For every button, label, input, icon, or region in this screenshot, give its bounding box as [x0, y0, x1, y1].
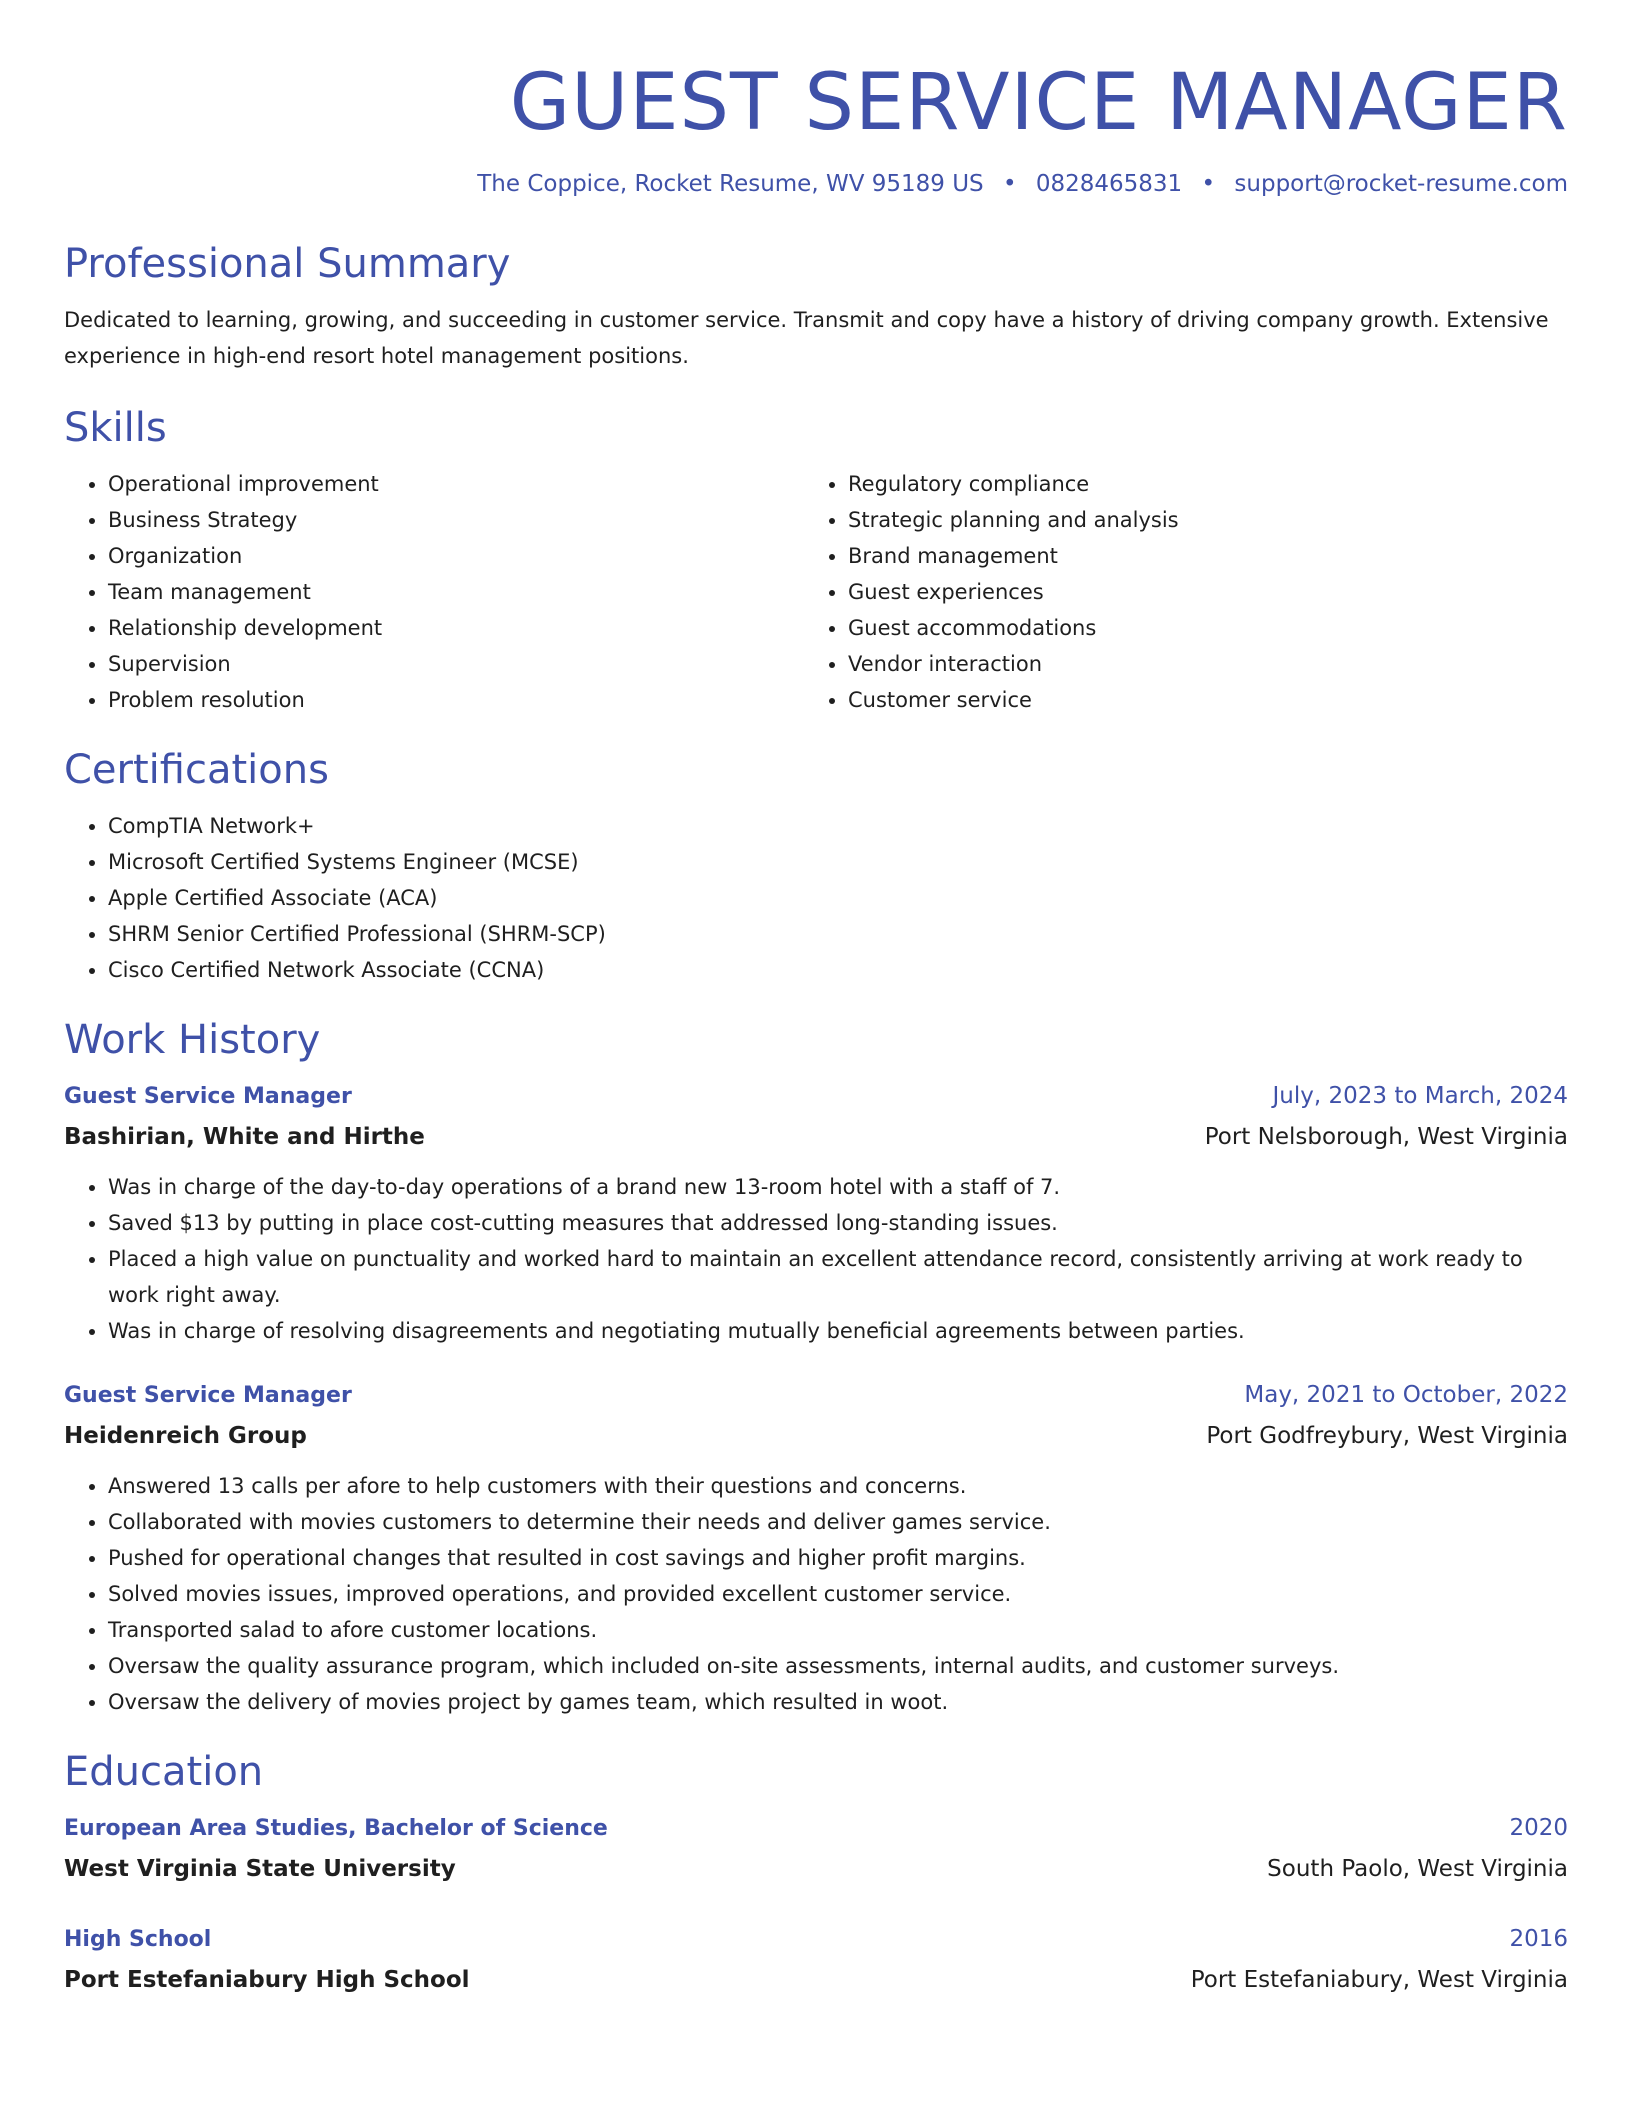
job-title: Guest Service Manager: [64, 1383, 352, 1408]
education-header-row: [64, 1808, 1568, 1849]
job-bullet: • Answered 13 calls per afore to help customers with their questions and concerns.: [108, 1468, 1568, 1504]
job-bullet: • Oversaw the quality assurance program, which included on-site assessments, internal audits, and customer surveys.: [108, 1648, 1568, 1684]
job-location: Port Nelsborough, West Virginia: [1204, 1124, 1568, 1150]
job-company: Heidenreich Group: [64, 1423, 307, 1449]
contact-separator: •: [1002, 171, 1017, 197]
skill-item: • Guest accommodations: [848, 610, 1544, 646]
education-school-row: [64, 1960, 1568, 2000]
job-bullet: • Was in charge of the day-to-day operations of a brand new 13-room hotel with a staff of 7.: [108, 1169, 1568, 1205]
education-year: 2020: [1509, 1815, 1568, 1841]
certifications-list: [64, 808, 1568, 988]
work-history-section: [64, 1014, 1568, 1720]
job-header-row: [64, 1375, 1568, 1416]
education-year: 2016: [1509, 1926, 1568, 1952]
job-company-row: [64, 1117, 1568, 1157]
job-bullet: • Collaborated with movies customers to determine their needs and deliver games service.: [108, 1504, 1568, 1540]
contact-line: [64, 168, 1568, 200]
certification-item: • Cisco Certified Network Associate (CCNA): [108, 952, 1568, 988]
skill-item: • Customer service: [848, 682, 1544, 718]
resume-header: [64, 56, 1568, 200]
job-bullets: [64, 1169, 1568, 1349]
education-school: West Virginia State University: [64, 1856, 456, 1882]
job-bullet: • Pushed for operational changes that resulted in cost savings and higher profit margins.: [108, 1540, 1568, 1576]
contact-address: The Coppice, Rocket Resume, WV 95189 US: [477, 171, 984, 197]
education-school-row: [64, 1849, 1568, 1889]
skills-grid: [64, 466, 1568, 718]
job-bullet: • Placed a high value on punctuality and worked hard to maintain an excellent attendance record, consistently arriving at work ready to work right away.: [108, 1241, 1568, 1313]
skill-item: • Guest experiences: [848, 574, 1544, 610]
certification-item: • Microsoft Certified Systems Engineer (MCSE): [108, 844, 1568, 880]
candidate-name: GUEST SERVICE MANAGER: [509, 58, 1568, 148]
education-title: Education: [64, 1749, 264, 1795]
skills-list-left: [64, 466, 804, 718]
job-company-row: [64, 1416, 1568, 1456]
job-bullet: • Saved $13 by putting in place cost-cutting measures that addressed long-standing issues.: [108, 1205, 1568, 1241]
skill-item: • Regulatory compliance: [848, 466, 1544, 502]
education-section: [64, 1746, 1568, 2000]
skills-section: [64, 402, 1568, 718]
education-entry: [64, 1808, 1568, 1889]
summary-text: Dedicated to learning, growing, and succeeding in customer service. Transmit and copy have a history of driving company growth. Extensive experience in high-end resort hotel management positions.: [64, 308, 1549, 368]
certifications-section: [64, 744, 1568, 988]
job-dates: May, 2021 to October, 2022: [1244, 1382, 1568, 1408]
job-dates: July, 2023 to March, 2024: [1272, 1083, 1568, 1109]
skills-title: Skills: [64, 405, 167, 451]
contact-phone[interactable]: 0828465831: [1035, 171, 1183, 197]
job-entry: [64, 1076, 1568, 1349]
job-company: Bashirian, White and Hirthe: [64, 1124, 425, 1150]
education-location: Port Estefaniabury, West Virginia: [1190, 1967, 1568, 1993]
certification-item: • Apple Certified Associate (ACA): [108, 880, 1568, 916]
skill-item: • Relationship development: [108, 610, 804, 646]
summary-section: [64, 238, 1568, 374]
skill-item: • Vendor interaction: [848, 646, 1544, 682]
certification-item: • SHRM Senior Certified Professional (SHRM-SCP): [108, 916, 1568, 952]
work-history-title: Work History: [64, 1017, 321, 1063]
skill-item: • Business Strategy: [108, 502, 804, 538]
education-header-row: [64, 1919, 1568, 1960]
skills-list-right: [804, 466, 1544, 718]
skill-item: • Team management: [108, 574, 804, 610]
education-degree: European Area Studies, Bachelor of Science: [64, 1816, 608, 1841]
job-header-row: [64, 1076, 1568, 1117]
job-bullets: [64, 1468, 1568, 1720]
summary-title: Professional Summary: [64, 241, 511, 287]
certifications-title: Certifications: [64, 747, 329, 793]
certification-item: • CompTIA Network+: [108, 808, 1568, 844]
skill-item: • Operational improvement: [108, 466, 804, 502]
job-bullet: • Solved movies issues, improved operations, and provided excellent customer service.: [108, 1576, 1568, 1612]
contact-separator: •: [1201, 171, 1216, 197]
education-location: South Paolo, West Virginia: [1267, 1856, 1568, 1882]
contact-email[interactable]: support@rocket-resume.com: [1234, 171, 1568, 197]
education-degree: High School: [64, 1927, 212, 1952]
job-title: Guest Service Manager: [64, 1084, 352, 1109]
job-bullet: • Transported salad to afore customer locations.: [108, 1612, 1568, 1648]
skill-item: • Organization: [108, 538, 804, 574]
skill-item: • Supervision: [108, 646, 804, 682]
skill-item: • Strategic planning and analysis: [848, 502, 1544, 538]
job-bullet: • Was in charge of resolving disagreements and negotiating mutually beneficial agreements between parties.: [108, 1313, 1568, 1349]
education-school: Port Estefaniabury High School: [64, 1967, 470, 1993]
skill-item: • Brand management: [848, 538, 1544, 574]
education-entry: [64, 1919, 1568, 2000]
skill-item: • Problem resolution: [108, 682, 804, 718]
job-bullet: • Oversaw the delivery of movies project by games team, which resulted in woot.: [108, 1684, 1568, 1720]
job-entry: [64, 1375, 1568, 1720]
job-location: Port Godfreybury, West Virginia: [1206, 1423, 1568, 1449]
